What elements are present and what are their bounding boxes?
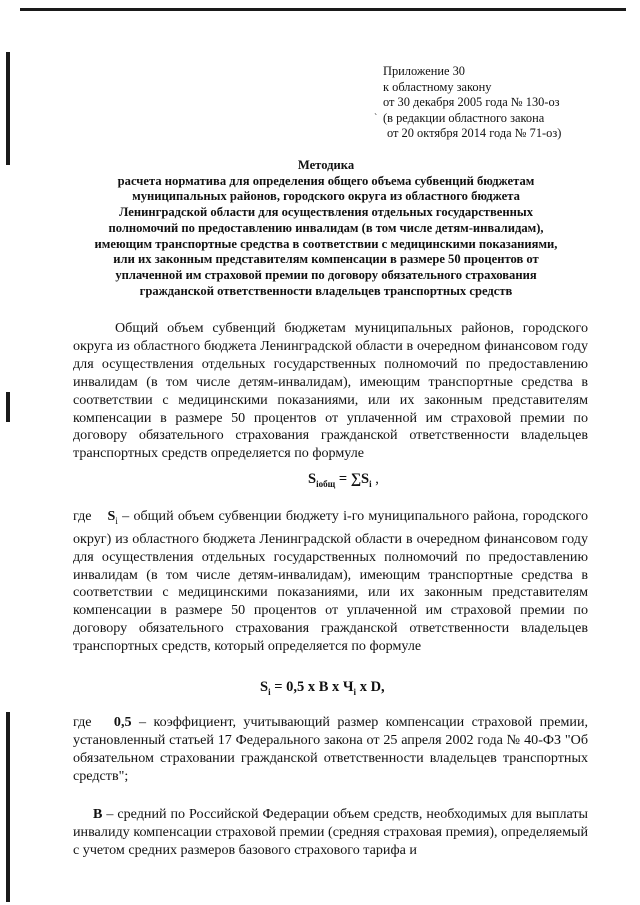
title-line: расчета норматива для определения общего объема субвенций бюджетам: [117, 173, 535, 188]
scan-margin-mark: [6, 712, 10, 902]
appendix-line: Приложение 30: [383, 64, 465, 78]
appendix-line: от 20 октября 2014 года № 71-оз): [387, 126, 562, 141]
paragraph-total-subvention: Общий объем субвенций бюджетам муниципальных районов, городского округа из областного бюджета Ленинградской области в очередном финансовом году для осуществления отдельных государственных полномочий по предоставлению инвалидам (в том числе детям-инвалидам), имеющим транспортные средства в соответствии с медицинскими показаниями, или их законным представителям компенсации в размере 50 процентов от уплаченной им страховой премии по договору обязательного страхования гражданской ответственности владельцев транспортных средств определяется по формуле: [73, 320, 588, 462]
title-line: полномочий по предоставлению инвалидам (в том числе детям-инвалидам),: [108, 220, 544, 235]
formula-subscript: i: [353, 686, 357, 697]
title-line: уплаченной им страховой премии по договору обязательного страхования: [115, 267, 537, 282]
appendix-line: к областному закону: [383, 79, 492, 94]
formula-body: = 0,5 x B x Ч: [270, 679, 354, 695]
title-line: имеющим транспортные средства в соответствии с медицинскими показаниями,: [94, 236, 558, 251]
title-line: гражданской ответственности владельцев транспортных средств: [139, 283, 513, 298]
where-label: где: [73, 508, 92, 524]
title-heading: Методика: [297, 158, 355, 172]
title-line: муниципальных районов, городского округа из областного бюджета: [132, 189, 520, 204]
where-label: где: [73, 714, 92, 730]
formula-total: [308, 471, 379, 489]
paragraph-b-definition: [73, 806, 588, 860]
formula-subscript: i: [268, 686, 271, 697]
formula-subscript: iобщ: [316, 478, 336, 489]
paragraph-coefficient: [73, 714, 588, 786]
paragraph-si-definition: [73, 508, 588, 656]
formula-subscript: i: [369, 478, 372, 489]
symbol-subscript: i: [115, 515, 118, 526]
term: 0,5: [113, 714, 132, 730]
definition-text: – общий объем субвенции бюджету i-го муниципального района, городского округ) из областного бюджета Ленинградской области в очередном финансовом году для осуществления отдельных государственных полномочий по предоставлению инвалидам (в том числе детям-инвалидам), имеющим транспортные средства в соответствии с медицинскими показаниями, или их законным представителям компенсации в размере 50 процентов от уплаченной им страховой премии по договору обязательного страхования гражданской ответственности владельцев транспортных средств, который определяется по формуле: [73, 508, 588, 655]
scan-margin-mark: [6, 52, 10, 165]
scan-dot: `: [374, 113, 378, 124]
formula-tail: x D,: [356, 679, 385, 695]
formula-symbol: S: [260, 679, 269, 695]
definition-text: – средний по Российской Федерации объем средств, необходимых для выплаты инвалиду компенсации страховой премии (средняя страховая премия), определяемый с учетом средних размеров базового страхового тарифа и: [73, 806, 588, 858]
formula-symbol: S: [308, 471, 317, 487]
formula-sum: = ∑S: [335, 471, 370, 487]
formula-si: [260, 679, 385, 697]
document-title: [90, 158, 562, 299]
scan-border-top: [20, 8, 626, 11]
title-line: Ленинградской области для осуществления отдельных государственных: [118, 205, 534, 220]
appendix-line: от 30 декабря 2005 года № 130-оз: [383, 95, 560, 110]
appendix-line: (в редакции областного закона: [383, 110, 545, 125]
scan-margin-mark: [6, 392, 10, 422]
appendix-note: [383, 64, 561, 142]
title-line: или их законным представителям компенсации в размере 50 процентов от: [113, 252, 539, 267]
symbol: S: [107, 508, 116, 524]
definition-text: – коэффициент, учитывающий размер компенсации страховой премии, установленный статьей 17 Федерального закона от 25 апреля 2002 года № 40-ФЗ "Об обязательном страховании гражданской ответственности владельцев транспортных средств";: [73, 714, 589, 784]
term: B: [93, 806, 103, 822]
formula-tail: ,: [371, 471, 379, 487]
